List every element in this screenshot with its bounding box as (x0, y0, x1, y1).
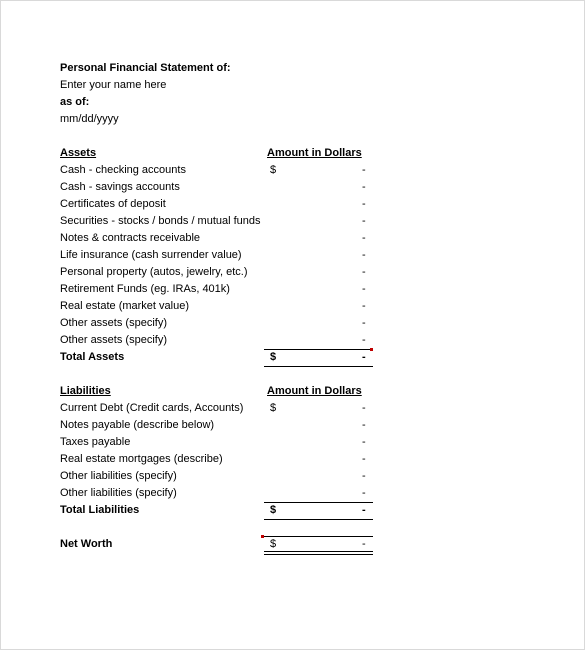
liability-label: Current Debt (Credit cards, Accounts) (60, 402, 244, 414)
total-assets-bottom-rule (264, 366, 373, 367)
statement-title: Personal Financial Statement of: (60, 62, 231, 74)
asset-label: Real estate (market value) (60, 300, 189, 312)
asset-value[interactable]: - (362, 249, 366, 261)
asset-row (60, 164, 380, 181)
asset-label: Other assets (specify) (60, 334, 167, 346)
asset-label: Retirement Funds (eg. IRAs, 401k) (60, 283, 230, 295)
assets-amount-heading: Amount in Dollars (267, 147, 362, 159)
total-assets-rule (264, 349, 373, 350)
net-worth-label: Net Worth (60, 538, 113, 550)
liabilities-heading: Liabilities (60, 385, 111, 397)
dollar-sign: $ (270, 538, 277, 550)
total-liabilities-bottom-rule (264, 519, 373, 520)
as-of-label: as of: (60, 96, 90, 108)
liability-label: Other liabilities (specify) (60, 470, 177, 482)
liability-row (60, 402, 380, 419)
asset-label: Life insurance (cash surrender value) (60, 249, 242, 261)
asset-value[interactable]: - (362, 300, 366, 312)
liability-value[interactable]: - (362, 419, 366, 431)
total-liabilities-rule (264, 502, 373, 503)
asset-label: Certificates of deposit (60, 198, 166, 210)
net-worth-double-rule (264, 551, 373, 555)
assets-heading: Assets (60, 147, 97, 159)
asset-row (60, 232, 380, 249)
asset-row (60, 283, 380, 300)
liability-row (60, 419, 380, 436)
asset-value[interactable]: - (362, 334, 366, 346)
asset-row (60, 317, 380, 334)
total-liabilities-value[interactable]: - (362, 504, 366, 516)
dollar-sign: $ (270, 504, 277, 516)
liability-row (60, 436, 380, 453)
asset-value[interactable]: - (362, 215, 366, 227)
asset-label: Other assets (specify) (60, 317, 167, 329)
total-liabilities-label: Total Liabilities (60, 504, 140, 516)
date-field[interactable]: mm/dd/yyyy (60, 113, 119, 125)
asset-value[interactable]: - (362, 198, 366, 210)
asset-label: Securities - stocks / bonds / mutual funds (60, 215, 261, 227)
asset-label: Personal property (autos, jewelry, etc.) (60, 266, 248, 278)
asset-value[interactable]: - (362, 283, 366, 295)
asset-row (60, 215, 380, 232)
liabilities-amount-heading: Amount in Dollars (267, 385, 362, 397)
net-worth-value[interactable]: - (362, 538, 366, 550)
liability-row (60, 470, 380, 487)
liability-label: Notes payable (describe below) (60, 419, 215, 431)
asset-value[interactable]: - (362, 266, 366, 278)
net-worth-rule (264, 536, 373, 537)
asset-value[interactable]: - (362, 317, 366, 329)
liability-value[interactable]: - (362, 436, 366, 448)
asset-label: Cash - savings accounts (60, 181, 180, 193)
asset-row (60, 181, 380, 198)
liability-value[interactable]: - (362, 453, 366, 465)
liability-label: Taxes payable (60, 436, 131, 448)
asset-value[interactable]: - (362, 232, 366, 244)
liability-row (60, 453, 380, 470)
liability-value[interactable]: - (362, 487, 366, 499)
total-assets-label: Total Assets (60, 351, 125, 363)
dollar-sign: $ (270, 164, 277, 176)
asset-value[interactable]: - (362, 164, 366, 176)
liability-value[interactable]: - (362, 470, 366, 482)
asset-row (60, 198, 380, 215)
asset-row (60, 249, 380, 266)
asset-value[interactable]: - (362, 181, 366, 193)
dollar-sign: $ (270, 402, 277, 414)
dollar-sign: $ (270, 351, 277, 363)
asset-label: Notes & contracts receivable (60, 232, 201, 244)
liability-value[interactable]: - (362, 402, 366, 414)
asset-row (60, 300, 380, 317)
asset-row (60, 266, 380, 283)
total-assets-value[interactable]: - (362, 351, 366, 363)
name-field[interactable]: Enter your name here (60, 79, 167, 91)
liability-label: Other liabilities (specify) (60, 487, 177, 499)
asset-label: Cash - checking accounts (60, 164, 186, 176)
liability-label: Real estate mortgages (describe) (60, 453, 223, 465)
